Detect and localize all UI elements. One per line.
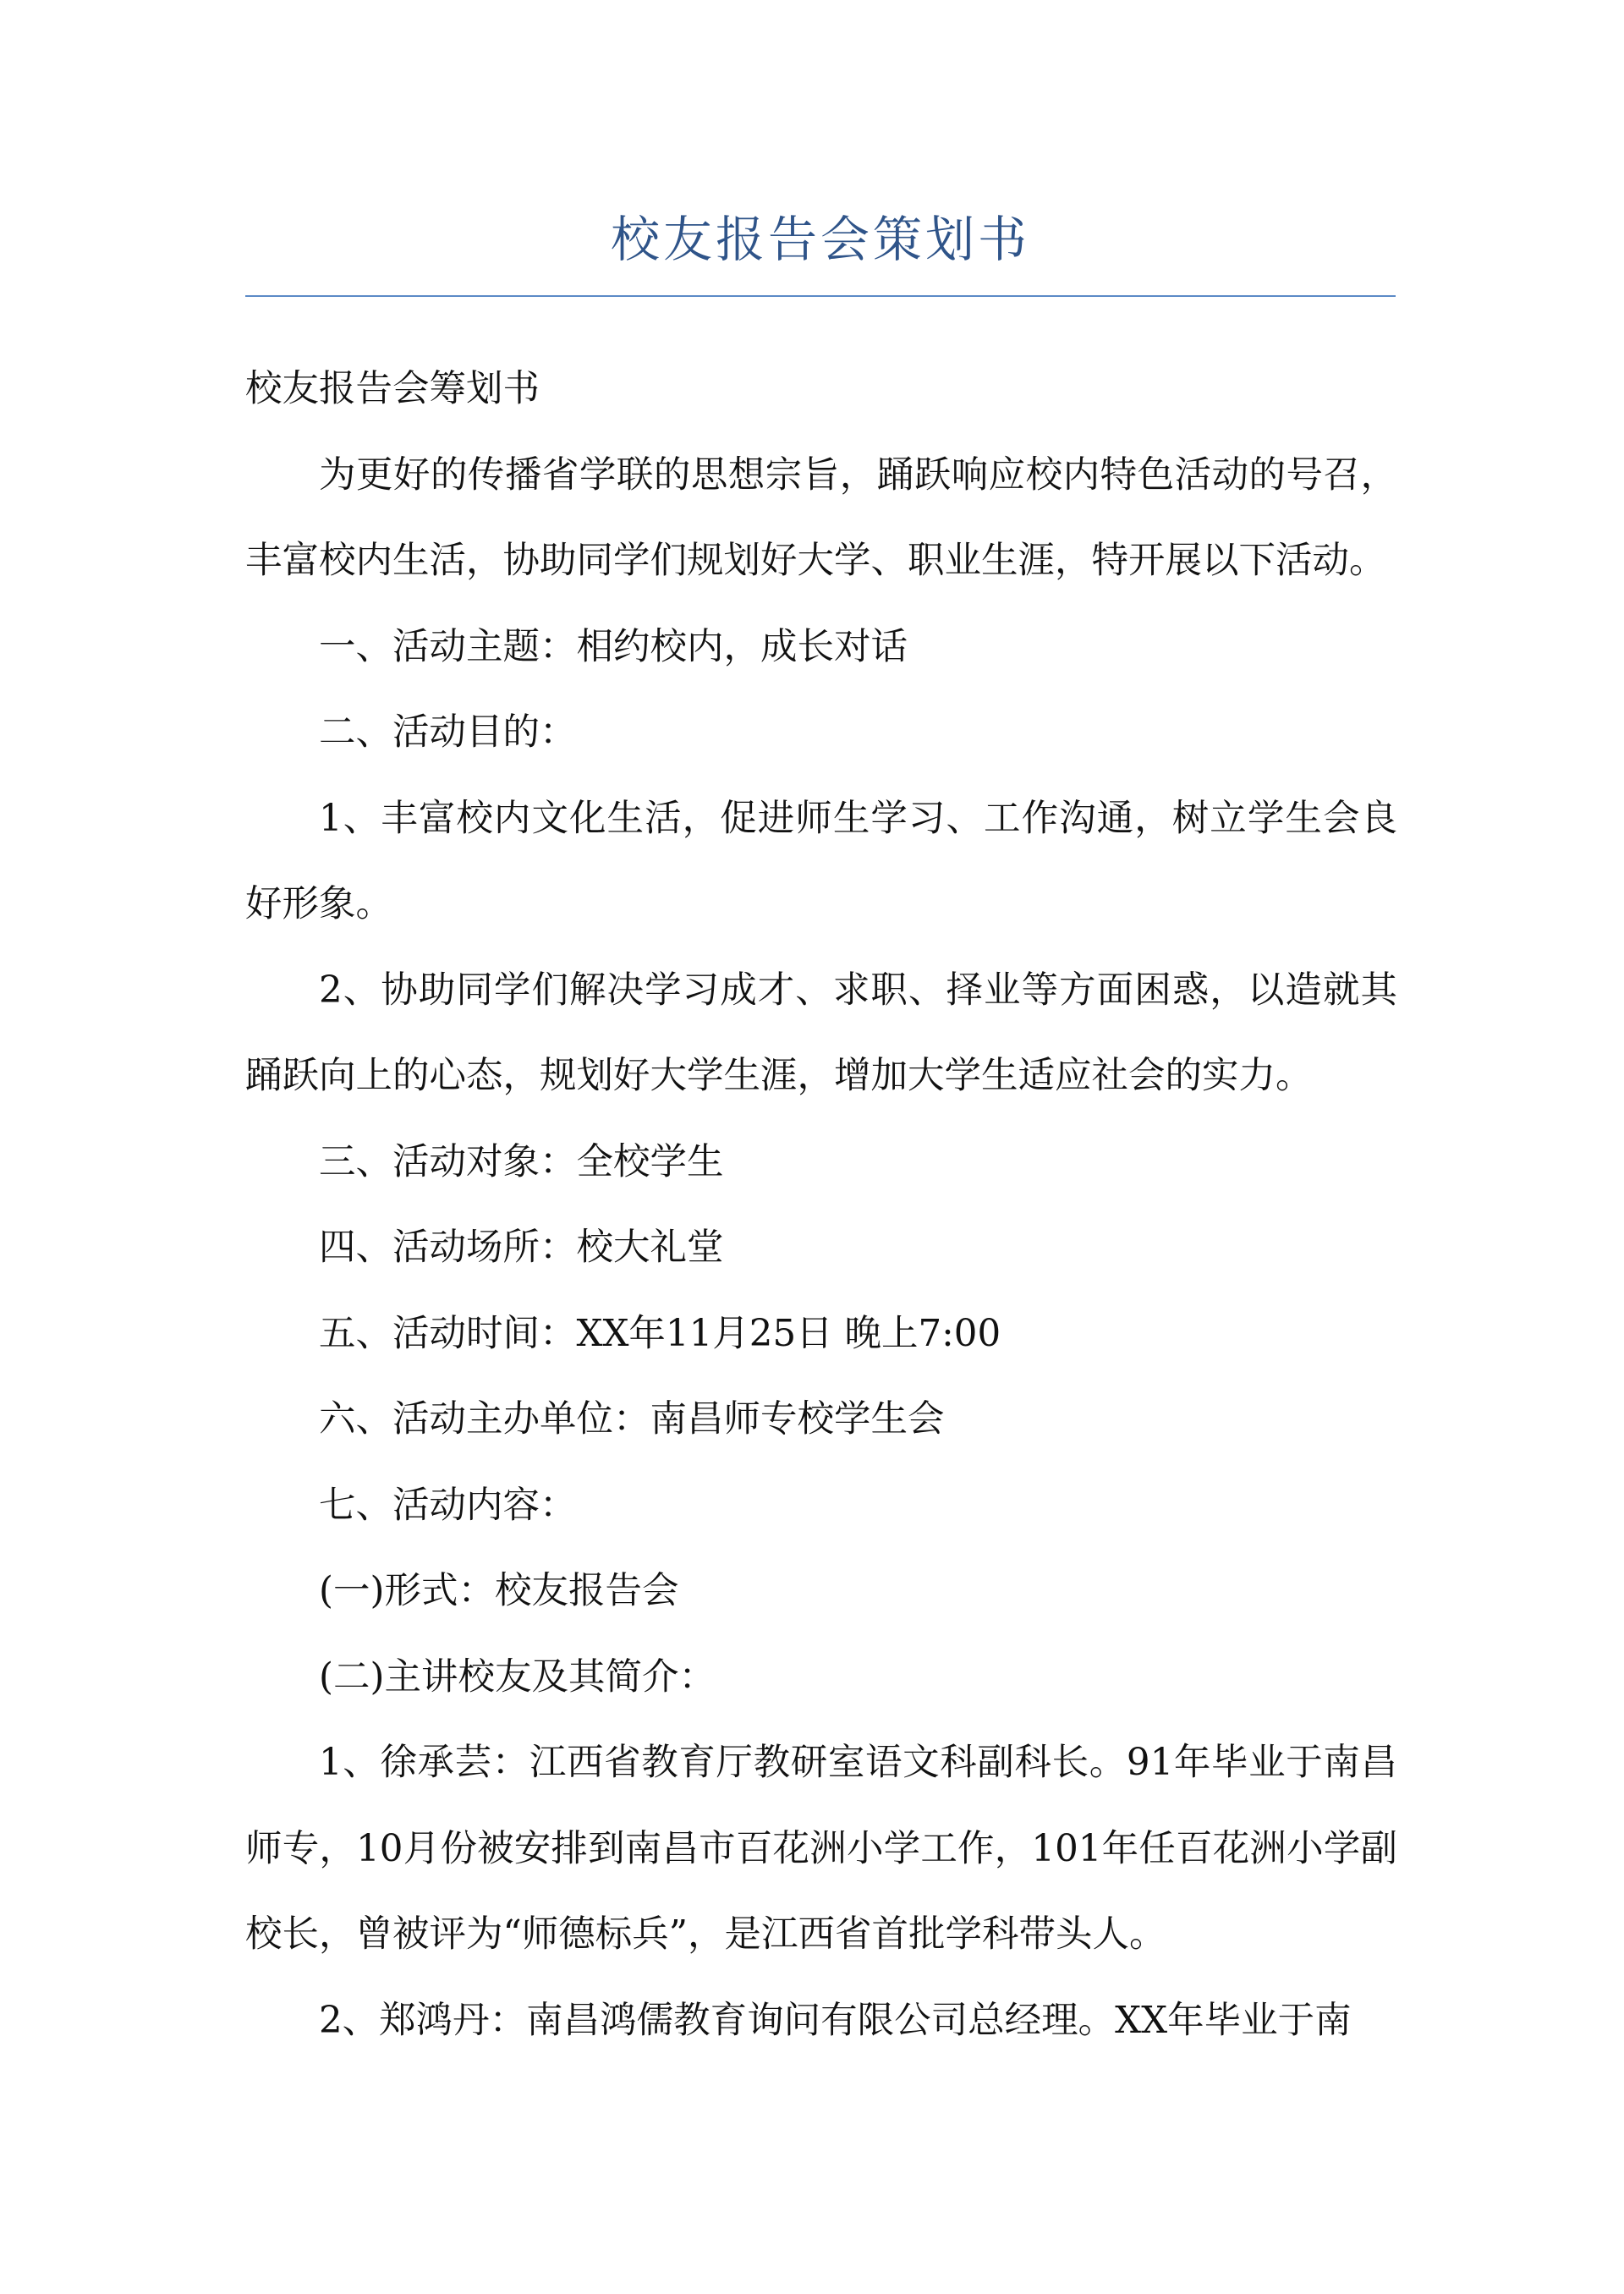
paragraph-heading: 校友报告会筹划书: [245, 368, 540, 410]
paragraph-intro: 为更好的传播省学联的思想宗旨，踊跃响应校内特色活动的号召，丰富校内生活，协助同学们规划好大学、职业生涯，特开展以下活动。: [245, 453, 1397, 582]
paragraph-time: 五、活动时间：XX年11月25日 晚上7:00: [319, 1312, 1001, 1355]
paragraph-format: (一)形式：校友报告会: [319, 1570, 679, 1612]
paragraph-speaker-1: 1、徐承芸：江西省教育厅教研室语文科副科长。91年毕业于南昌师专，10月份被安排到南昌市百花洲小学工作，101年任百花洲小学副校长，曾被评为“师德标兵”，是江西省首批学科带头人。: [245, 1742, 1397, 1956]
document-body: [245, 347, 1397, 2064]
paragraph-purpose-1: 1、丰富校内文化生活，促进师生学习、工作沟通，树立学生会良好形象。: [245, 797, 1397, 925]
paragraph-audience: 三、活动对象：全校学生: [319, 1140, 724, 1183]
title-underline: [245, 295, 1396, 297]
paragraph-theme: 一、活动主题：相约校内，成长对话: [319, 625, 908, 668]
paragraph-organizer: 六、活动主办单位：南昌师专校学生会: [319, 1398, 945, 1441]
paragraph-speakers-heading: (二)主讲校友及其简介：: [319, 1655, 716, 1699]
paragraph-venue: 四、活动场所：校大礼堂: [319, 1227, 724, 1269]
paragraph-purpose-2: 2、协助同学们解决学习成才、求职、择业等方面困惑，以造就其踊跃向上的心态，规划好大学生涯，增加大学生适应社会的实力。: [245, 969, 1397, 1097]
document-title: 校友报告会策划书: [610, 211, 1030, 268]
paragraph-content-heading: 七、活动内容：: [319, 1484, 577, 1527]
paragraph-purpose-heading: 二、活动目的：: [319, 711, 577, 754]
paragraph-speaker-2: 2、郑鸿丹：南昌鸿儒教育询问有限公司总经理。XX年毕业于南: [319, 1999, 1352, 2042]
